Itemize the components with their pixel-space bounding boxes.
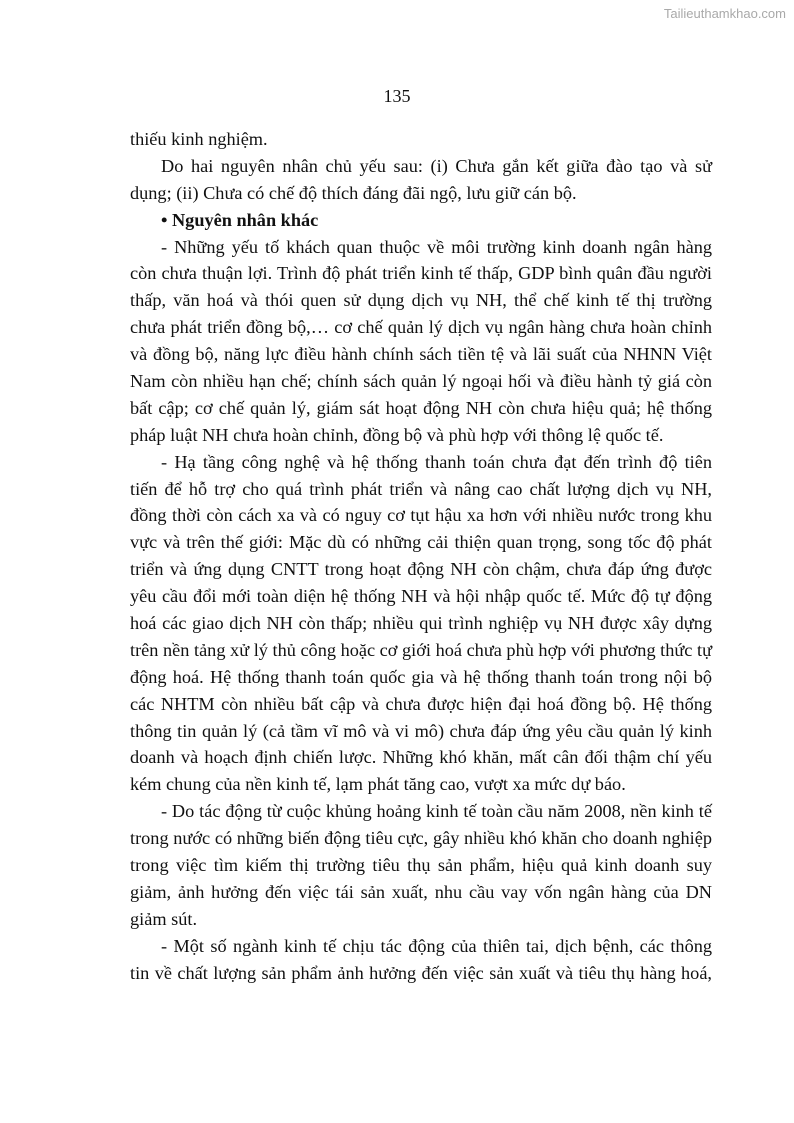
document-body [130,126,712,987]
text-line: Do hai nguyên nhân chủ yếu sau: (i) Chưa gắn kết giữa đào tạo và sử [161,155,712,176]
text-line: kém chung của nền kinh tế, lạm phát tăng cao, vượt xa mức dự báo. [130,774,626,795]
text-line: - Hạ tầng công nghệ và hệ thống thanh toán chưa đạt đến trình độ tiên [161,451,712,472]
text-line: chưa phát triển đồng bộ,… cơ chế quản lý dịch vụ ngân hàng chưa hoàn chỉnh [130,317,712,338]
text-line: thông tin quản lý (cả tầm vĩ mô và vi mô) chưa đáp ứng yêu cầu quản lý kinh [130,720,712,741]
text-line: yêu cầu đổi mới toàn diện hệ thống NH và hội nhập quốc tế. Mức độ tự động [130,586,712,607]
text-line: thấp, văn hoá và thói quen sử dụng dịch vụ NH, thể chế kinh tế thị trường [130,290,712,311]
text-line: - Những yếu tố khách quan thuộc về môi trường kinh doanh ngân hàng [161,236,712,257]
section-heading: • Nguyên nhân khác [161,209,319,230]
text-line: động hoá. Hệ thống thanh toán quốc gia và hệ thống thanh toán trong nội bộ [130,666,712,687]
text-line: - Do tác động từ cuộc khủng hoảng kinh tế toàn cầu năm 2008, nền kinh tế [161,801,712,822]
text-line: - Một số ngành kinh tế chịu tác động của thiên tai, dịch bệnh, các thông [161,935,712,956]
text-line: còn chưa thuận lợi. Trình độ phát triển kinh tế thấp, GDP bình quân đầu người [130,263,712,284]
text-line: hoá các giao dịch NH còn thấp; nhiều qui trình nghiệp vụ NH được xây dựng [130,613,712,634]
text-line: giảm, ảnh hưởng đến việc tái sản xuất, nhu cầu vay vốn ngân hàng của DN [130,881,712,902]
text-line: triển và ứng dụng CNTT trong hoạt động NH còn chậm, chưa đáp ứng được [130,559,712,580]
text-line: trên nền tảng xử lý thủ công hoặc cơ giới hoá chưa phù hợp với phương thức tự [130,639,712,660]
text-line: bất cập; cơ chế quản lý, giám sát hoạt động NH còn chưa hiệu quả; hệ thống [130,397,712,418]
text-line: các NHTM còn nhiều bất cập và chưa được hiện đại hoá đồng bộ. Hệ thống [130,693,712,714]
text-line: trong việc tìm kiếm thị trường tiêu thụ sản phẩm, hiệu quả kinh doanh suy [130,855,712,876]
watermark: Tailieuthamkhao.com [663,6,786,21]
text-line: tiến để hỗ trợ cho quá trình phát triển và nâng cao chất lượng dịch vụ NH, [130,478,712,499]
text-line: vực và trên thế giới: Mặc dù có những cải thiện quan trọng, song tốc độ phát [130,532,712,553]
text-line: trong nước có những biến động tiêu cực, gây nhiều khó khăn cho doanh nghiệp [130,828,712,849]
text-line: đồng thời còn cách xa và có nguy cơ tụt hậu xa hơn với nhiều nước trong khu [130,505,712,526]
text-line: dụng; (ii) Chưa có chế độ thích đáng đãi ngộ, lưu giữ cán bộ. [130,182,577,203]
text-line: doanh và hoạch định chiến lược. Những khó khăn, mất cân đối thậm chí yếu [130,747,712,768]
text-line: và đồng bộ, năng lực điều hành chính sách tiền tệ và lãi suất của NHNN Việt [130,344,712,365]
text-line: thiếu kinh nghiệm. [130,129,268,149]
text-line: tin về chất lượng sản phẩm ảnh hưởng đến việc sản xuất và tiêu thụ hàng hoá, [130,962,712,983]
page-number: 135 [383,86,411,106]
text-line: pháp luật NH chưa hoàn chỉnh, đồng bộ và phù hợp với thông lệ quốc tế. [130,424,664,445]
text-line: Nam còn nhiều hạn chế; chính sách quản lý ngoại hối và điều hành tỷ giá còn [130,371,712,392]
text-line: giảm sút. [130,908,198,929]
